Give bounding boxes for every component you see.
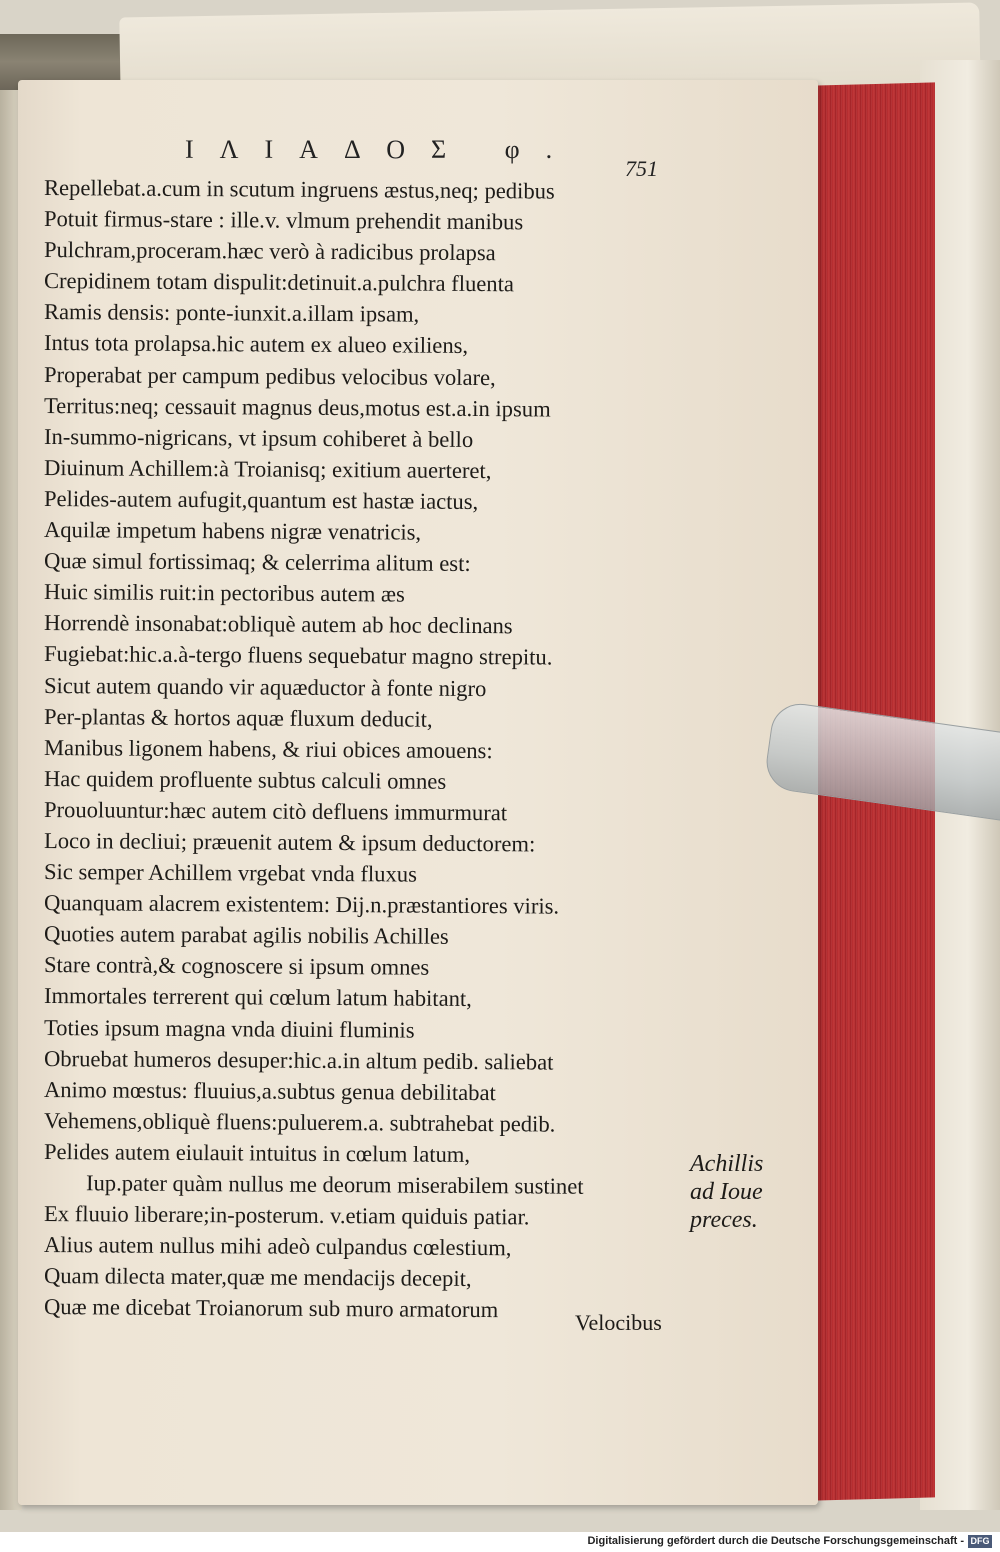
footer-credit: Digitalisierung gefördert durch die Deutsche Forschungsgemeinschaft - (587, 1535, 964, 1547)
verse-line: Potuit firmus-stare : ille.v. vlmum prehendit manibus (43, 206, 524, 235)
verse-line: Crepidinem totam dispulit:detinuit.a.pulchra fluenta (43, 268, 515, 297)
verse-line: Vehemens,obliquè fluens:puluerem.a. subtrahebat pedib. (43, 1107, 556, 1137)
verse-line: Iup.pater quàm nullus me deorum miserabilem sustinet (85, 1170, 584, 1199)
verse-line: Quoties autem parabat agilis nobilis Achilles (43, 921, 449, 950)
verse-line: Animo mœstus: fluuius,a.subtus genua debilitabat (43, 1076, 496, 1105)
catchword: Velocibus (575, 1310, 662, 1335)
verse-line: Sicut autem quando vir aquæductor à fonte nigro (43, 672, 487, 701)
verse-line: Aquilæ impetum habens nigræ venatricis, (43, 517, 422, 545)
verse-line: Hac quidem profluente subtus calculi omnes (43, 765, 447, 794)
marginal-note-line: preces. (690, 1207, 758, 1233)
running-head: ΙΛΙΑΔΟΣ φ. (185, 135, 579, 164)
verse-line: In-summo-nigricans, vt ipsum cohiberet à bello (43, 423, 474, 452)
verse-line: Quam dilecta mater,quæ me mendacijs decepit, (43, 1263, 472, 1292)
verse-line: Per-plantas & hortos aquæ fluxum deducit, (43, 703, 433, 732)
marginal-note (690, 1150, 800, 1234)
verse-line: Diuinum Achillem:à Troianisq; exitium auerteret, (43, 454, 492, 483)
verse-line: Intus tota prolapsa.hic autem ex alueo exiliens, (43, 330, 469, 359)
verse-line: Ex fluuio liberare;in-posterum. v.etiam quiduis patiar. (43, 1201, 530, 1230)
page-number: 751 (625, 156, 658, 181)
verse-line: Quanquam alacrem existentem: Dij.n.præstantiores viris. (43, 890, 560, 919)
marginal-note-line: ad Ioue (690, 1179, 763, 1205)
verse-line: Toties ipsum magna vnda diuini fluminis (43, 1014, 415, 1043)
verse-line: Horrendè insonabat:obliquè autem ab hoc declinans (43, 610, 513, 639)
verse-line: Quæ me dicebat Troianorum sub muro armatorum (43, 1294, 499, 1323)
verse-line: Quæ simul fortissimaq; & celerrima alitum est: (43, 548, 471, 577)
verse-line: Fugiebat:hic.a.à-tergo fluens sequebatur magno strepitu. (43, 641, 553, 670)
verse-line: Repellebat.a.cum in scutum ingruens æstus,neq; pedibus (43, 175, 555, 204)
verse-line: Ramis densis: ponte-iunxit.a.illam ipsam, (43, 299, 420, 327)
verse-text-block (44, 172, 684, 1322)
verse-line: Pulchram,proceram.hæc verò à radicibus prolapsa (43, 237, 496, 266)
verse-line: Pelides-autem aufugit,quantum est hastæ iactus, (43, 485, 479, 514)
verse-line: Immortales terrerent qui cœlum latum habitant, (43, 983, 472, 1012)
verse-line: Prouoluuntur:hæc autem citò defluens immurmurat (43, 796, 508, 826)
verse-line: Stare contrà,& cognoscere si ipsum omnes (43, 952, 430, 981)
marginal-note-line: Achillis (690, 1151, 764, 1177)
verse-line: Sic semper Achillem vrgebat vnda fluxus (43, 859, 418, 887)
verse-line: Obruebat humeros desuper:hic.a.in altum pedib. saliebat (43, 1045, 554, 1075)
verse-line: Manibus ligonem habens, & riui obices amouens: (43, 734, 493, 763)
verse-line: Huic similis ruit:in pectoribus autem æs (43, 579, 405, 607)
verse-line: Loco in decliui; præuenit autem & ipsum deductorem: (43, 827, 536, 857)
verse-line: Properabat per campum pedibus velocibus volare, (43, 361, 496, 390)
dfg-logo: DFG (968, 1535, 992, 1548)
verse-line: Territus:neq; cessauit magnus deus,motus est.a.in ipsum (43, 392, 551, 422)
verse-line: Pelides autem eiulauit intuitus in cœlum latum, (43, 1138, 471, 1167)
verse-line: Alius autem nullus mihi adeò culpandus cœlestium, (43, 1232, 512, 1261)
